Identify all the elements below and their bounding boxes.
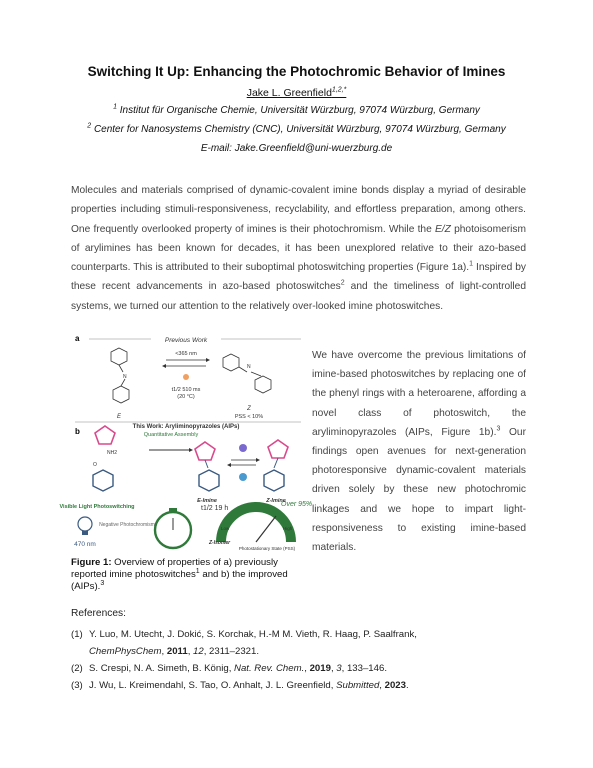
intro-paragraph xyxy=(71,181,526,316)
negative-photochromism-label: Negative Photochromism xyxy=(99,522,155,528)
nh2-label: NH2 xyxy=(107,450,118,456)
z-imine-label: Z-Imine xyxy=(266,498,286,504)
wavelength-a: <365 nm xyxy=(175,351,197,357)
svg-text:N: N xyxy=(123,374,127,380)
pyrazole-ring xyxy=(95,426,115,444)
caption-text-2: and b) the improved (AIPs). xyxy=(71,568,288,592)
author-affiliation-sup: 1,2,* xyxy=(331,86,347,94)
side-citation: 3 xyxy=(496,425,501,433)
z-imine-pyrazole xyxy=(268,440,288,458)
reference-volume: 12 xyxy=(193,646,204,657)
side-text-1: We have overcome the previous limitations of imine-based photoswitches by replacing one of the phenyl rings with a heteroarene, affording a novel class of photoswitch, the aryliminopyrazoles (AIPs, Figure 1b). xyxy=(312,350,526,438)
caption-citation-1: 1 xyxy=(195,567,200,575)
pss-high-label: High xyxy=(283,526,293,531)
intro-text-3: Inspired by these recent advancements in azo-based photoswitches xyxy=(71,262,526,293)
reference-number: (3) xyxy=(71,680,83,691)
reference-item: (1) Y. Luo, M. Utecht, J. Dokić, S. Korchak, H.-M M. Vieth, R. Haag, P. Saalfrank, ChemPhysChem, 2011, 12, 2311–2321. xyxy=(71,626,526,660)
pss-over-label: Over 95% xyxy=(281,501,313,508)
panel-a-label: a xyxy=(75,334,80,343)
affiliation-2-text: Center for Nanosystems Chemistry (CNC), Universität Würzburg, 97074 Würzburg, Germany xyxy=(93,124,506,135)
figure-1 xyxy=(59,330,313,552)
affiliation-2 xyxy=(0,124,593,135)
stopwatch-crown xyxy=(169,508,177,512)
reference-authors: J. Wu, L. Kreimendahl, S. Tao, O. Anhalt, J. L. Greenfield, xyxy=(89,680,334,691)
benzene-ring-start xyxy=(93,470,113,491)
pss-low-label: Low xyxy=(221,526,230,531)
e-imine-structure-a xyxy=(111,348,129,403)
affiliation-1-sup: 1 xyxy=(113,103,117,111)
side-paragraph xyxy=(312,346,526,557)
caption-citation-2: 3 xyxy=(100,579,105,587)
reference-pages: 133–146. xyxy=(346,663,387,674)
z-label-a: Z xyxy=(247,406,251,412)
imine-bond xyxy=(205,460,208,468)
reference-volume: 3 xyxy=(336,663,342,674)
visible-light-label: Visible Light Photoswitching xyxy=(59,504,135,510)
reference-number: (2) xyxy=(71,663,83,674)
figure-caption xyxy=(71,557,291,592)
affiliation-2-sup: 2 xyxy=(87,122,92,130)
caption-text-1: Overview of properties of a) previously reported imine photoswitches xyxy=(71,557,278,580)
e-imine-benzene xyxy=(199,470,219,491)
lamp-base xyxy=(82,531,88,535)
svg-text:N: N xyxy=(247,364,251,370)
z-isomer-label: Z-Isomer xyxy=(209,540,231,546)
author-line xyxy=(0,87,593,99)
thermal-icon xyxy=(183,374,189,380)
intro-citation-1: 1 xyxy=(469,260,474,268)
intro-citation-2: 2 xyxy=(340,280,345,288)
z-imine-structure-a xyxy=(223,354,271,393)
intro-ez: E/Z xyxy=(434,223,451,235)
figure-1-graphic xyxy=(59,330,313,552)
panel-b-label: b xyxy=(75,427,80,436)
author-name: Jake L. Greenfield xyxy=(246,87,332,99)
light-icon xyxy=(239,473,247,481)
reference-year: 2023 xyxy=(384,680,406,691)
this-work-label: This Work: Aryliminopyrazoles (AIPs) xyxy=(132,424,240,430)
pss-b-label: Photostationary State (PSS) xyxy=(238,546,296,551)
intro-text-1: Molecules and materials comprised of dynamic-covalent imine bonds display a myriad of desirable properties including stimuli-responsiveness, recyclability, and effortless preparation, among others. One frequently overlooked property of imines is their photochromism. While the xyxy=(71,185,526,235)
paper-title: Switching It Up: Enhancing the Photochromic Behavior of Imines xyxy=(87,64,506,79)
reference-journal: Submitted xyxy=(336,680,380,691)
contact-email: E-mail: Jake.Greenfield@uni-wuerzburg.de xyxy=(200,143,393,154)
reference-journal: ChemPhysChem xyxy=(89,646,162,657)
references-heading: References: xyxy=(71,608,126,619)
reference-item: (3) J. Wu, L. Kreimendahl, S. Tao, O. Anhalt, J. L. Greenfield, Submitted, 2023. xyxy=(71,677,526,694)
affiliation-1 xyxy=(0,105,593,116)
pss-gauge-arc xyxy=(221,507,291,542)
reference-authors: S. Crespi, N. A. Simeth, B. König, xyxy=(89,663,232,674)
pss-a: PSS < 10% xyxy=(234,414,264,420)
half-life-b: t1/2 19 h xyxy=(201,505,229,512)
e-imine-label: E-Imine xyxy=(197,498,217,504)
intro-text-4: and the timeliness of light-controlled systems, we turned our attention to the relatively over-looked imine photoswitches. xyxy=(71,281,526,312)
assembly-label: Quantitative Assembly xyxy=(143,432,199,438)
intro-text-2: photoisomerism of arylimines has been known for decades, it has been unexplored relative to their azo-based counterparts. This is attributed to their suboptimal photoswitching properties (Figure 1a). xyxy=(71,223,526,274)
e-imine-pyrazole xyxy=(195,442,215,460)
reference-authors: Y. Luo, M. Utecht, J. Dokić, S. Korchak, H.-M M. Vieth, R. Haag, P. Saalfrank, xyxy=(89,629,417,640)
reference-number: (1) xyxy=(71,629,83,640)
temp-a: (20 °C) xyxy=(177,394,195,400)
z-imine-benzene xyxy=(264,470,284,491)
light-icon xyxy=(239,444,247,452)
reference-item: (2) S. Crespi, N. A. Simeth, B. König, Nat. Rev. Chem., 2019, 3, 133–146. xyxy=(71,660,526,677)
affiliation-1-text: Institut für Organische Chemie, Universität Würzburg, 97074 Würzburg, Germany xyxy=(119,105,480,116)
reverse-arrowhead-b xyxy=(227,463,231,467)
reference-year: 2019 xyxy=(309,663,331,674)
reference-year: 2011 xyxy=(166,646,188,657)
aldehyde-o: O xyxy=(93,462,97,468)
reference-pages: 2311–2321. xyxy=(209,646,260,657)
lamp-icon xyxy=(78,517,92,531)
pss-gauge-needle xyxy=(256,516,276,542)
half-life-a: t1/2 510 ms xyxy=(171,387,201,393)
reference-journal: Nat. Rev. Chem. xyxy=(234,663,305,674)
imine-bond xyxy=(274,458,278,468)
forward-arrowhead-b xyxy=(256,458,260,462)
e-label-a: E xyxy=(116,414,122,420)
assembly-arrowhead xyxy=(189,448,193,452)
previous-work-label: Previous Work xyxy=(164,337,208,344)
forward-arrowhead xyxy=(206,358,210,362)
side-text-2: Our findings open avenues for next-generation photoresponsive dynamic-covalent materials driven solely by these new photochromic linkages and we hope to impart light-responsiveness to existing imine-based materials. xyxy=(312,426,526,554)
reverse-arrowhead xyxy=(162,364,166,368)
caption-label: Figure 1: xyxy=(71,557,112,568)
wavelength-b: 470 nm xyxy=(74,541,96,548)
